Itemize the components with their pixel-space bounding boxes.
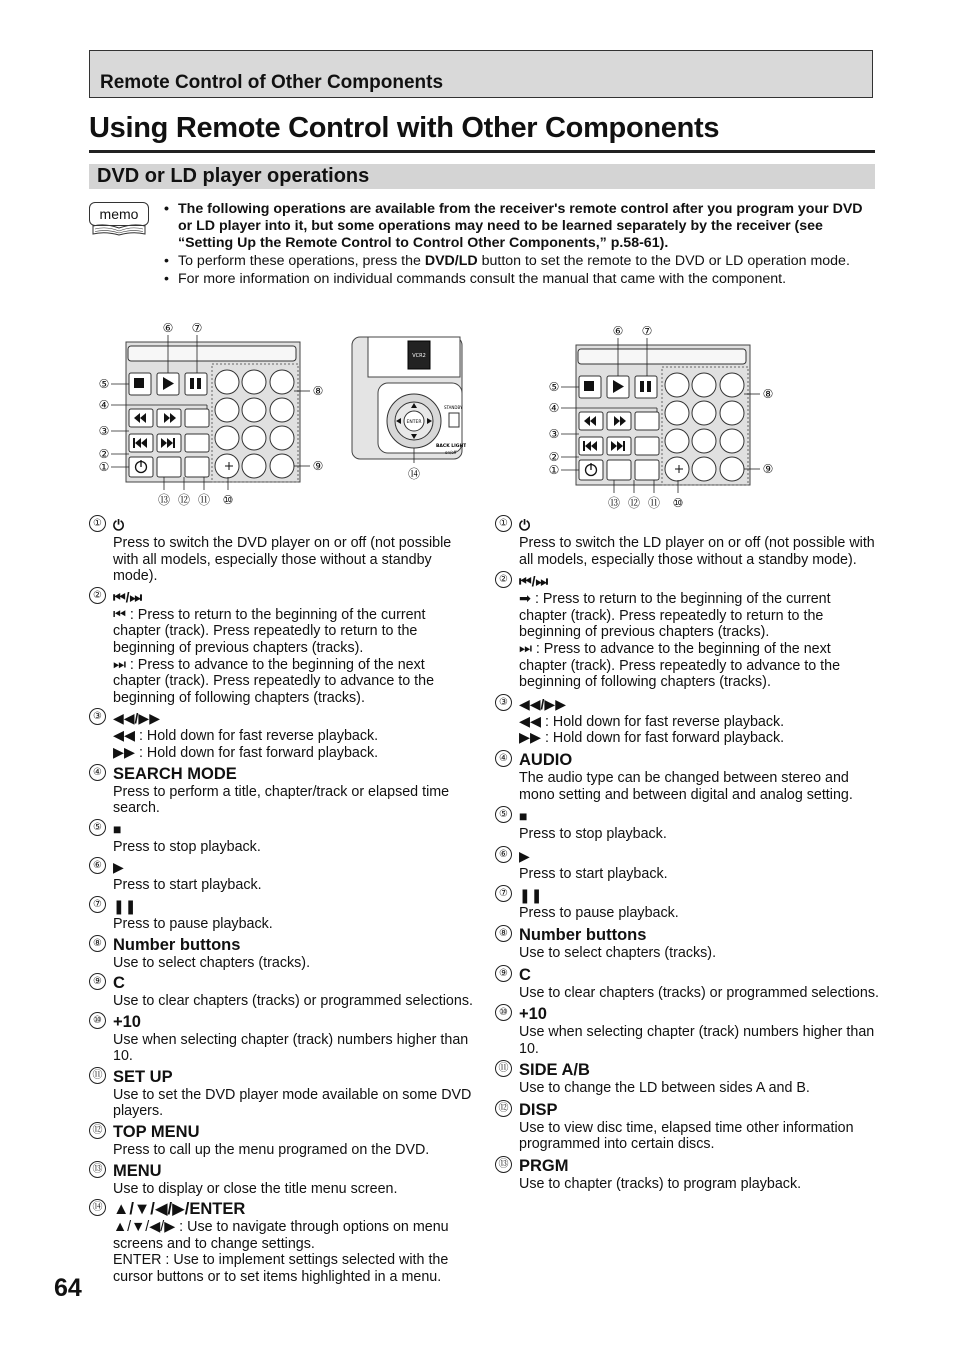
ld-callout-7: ⑦ — [641, 324, 653, 338]
memo-notes — [162, 201, 876, 289]
item-number: ② — [495, 571, 512, 588]
item-description: ◀◀ : Hold down for fast reverse playback. — [519, 713, 785, 730]
item-number: ④ — [495, 750, 512, 767]
backlight-label: BACK LIGHT — [436, 444, 466, 449]
item-number: ⑩ — [89, 1012, 106, 1029]
ld-callout-12: ⑫ — [627, 496, 641, 510]
item-description: Press to start playback. — [519, 865, 668, 882]
cursor-pad-diagram — [350, 335, 466, 485]
item-heading: ▶ — [113, 859, 124, 876]
callout-7: ⑦ — [191, 321, 203, 335]
item-description: The audio type can be changed between stereo and mono setting and between digital and analog setting. — [519, 769, 853, 803]
callout-4: ④ — [98, 398, 110, 412]
item-number: ④ — [89, 764, 106, 781]
section-header-bar — [89, 50, 873, 98]
function-item — [495, 1004, 879, 1057]
item-description: Use to clear chapters (tracks) or programmed selections. — [519, 984, 879, 1001]
item-number: ⑨ — [89, 973, 106, 990]
item-description: ENTER : Use to implement settings selected with the cursor buttons or to set items highlighted in a menu. — [113, 1252, 449, 1286]
function-item — [89, 1199, 474, 1285]
item-number: ③ — [89, 708, 106, 725]
item-description: Use when selecting chapter (track) numbers higher than 10. — [519, 1024, 875, 1057]
item-description: Use to select chapters (tracks). — [519, 944, 717, 961]
function-item — [495, 885, 879, 922]
item-heading: DISP — [519, 1100, 558, 1119]
function-item — [89, 1122, 474, 1159]
item-number: ⑥ — [495, 846, 512, 863]
item-number: ⑥ — [89, 857, 106, 874]
function-item — [89, 973, 474, 1010]
item-heading: AUDIO — [519, 750, 573, 769]
memo-label: memo — [89, 202, 149, 226]
item-number: ⑬ — [89, 1161, 106, 1178]
item-description: Use to select chapters (tracks). — [113, 954, 311, 971]
item-description: Use to chapter (tracks) to program playback. — [519, 1176, 802, 1193]
item-heading: MENU — [113, 1161, 162, 1180]
item-description: Press to perform a title, chapter/track or elapsed time search. — [113, 783, 450, 817]
item-number: ⑫ — [495, 1100, 512, 1117]
subsection-title: DVD or LD player operations — [97, 165, 370, 187]
function-item — [495, 806, 879, 843]
item-description: Use to display or close the title menu screen. — [113, 1180, 398, 1197]
item-number: ⑪ — [495, 1060, 512, 1077]
function-item — [495, 750, 879, 803]
item-description: ⏭ : Press to advance to the beginning of the next chapter (track). Press repeatedly to advance to the beginning of following chapters (tracks). — [519, 640, 841, 691]
note-1: • The following operations are available from the receiver's remote control after you program your DVD or LD player into it, but some operations may need to be learned separately by the receiver (see “Setting Up the Remote Control to Control Other Components,” p.58-61). — [162, 201, 876, 252]
ld-callout-6: ⑥ — [612, 324, 624, 338]
dvd-remote-diagram — [92, 318, 332, 510]
function-item — [495, 1060, 879, 1097]
ld-callout-5: ⑤ — [548, 380, 560, 394]
item-number: ⑦ — [89, 896, 106, 913]
callout-13: ⑬ — [157, 493, 171, 507]
note-2: • To perform these operations, press the DVD/LD button to set the remote to the DVD or LD operation mode. — [162, 253, 876, 270]
title-divider — [89, 150, 875, 153]
item-description: ◀◀ : Hold down for fast reverse playback. — [113, 728, 379, 745]
function-item — [89, 819, 474, 856]
callout-6: ⑥ — [162, 321, 174, 335]
function-item — [495, 571, 879, 691]
item-heading: SIDE A/B — [519, 1061, 590, 1080]
item-number: ⑪ — [89, 1067, 106, 1084]
item-heading: ❚❚ — [113, 897, 137, 914]
function-item — [495, 694, 879, 747]
item-description: Use to set the DVD player mode available on some DVD players. — [113, 1086, 472, 1120]
enter-label: ENTER — [406, 420, 422, 425]
item-heading: Number buttons — [113, 935, 241, 954]
item-heading: ❚❚ — [519, 887, 543, 904]
note-3: • For more information on individual commands consult the manual that came with the component. — [162, 271, 876, 288]
callout-2: ② — [98, 447, 110, 461]
item-heading: +10 — [113, 1012, 141, 1031]
ld-callout-1: ① — [548, 463, 560, 477]
onoff-label: on/off — [445, 450, 457, 455]
vcr2-label: VCR2 — [412, 353, 426, 359]
item-heading: ⏮/⏭ — [519, 573, 549, 590]
item-description: Use to clear chapters (tracks) or programmed selections. — [113, 993, 473, 1010]
item-heading: C — [519, 965, 531, 984]
callout-10: ⑩ — [222, 493, 234, 507]
item-description: Press to stop playback. — [113, 838, 261, 855]
item-heading: ◀◀/▶▶ — [519, 695, 566, 712]
subsection-bar — [89, 164, 875, 189]
function-item — [89, 515, 474, 585]
ld-callout-3: ③ — [548, 427, 560, 441]
item-description: Press to start playback. — [113, 877, 262, 894]
ld-remote-diagram — [542, 321, 782, 513]
item-description: Use to view disc time, elapsed time other information programmed into certain discs. — [519, 1119, 854, 1153]
callout-12: ⑫ — [177, 493, 191, 507]
function-item — [495, 1156, 879, 1193]
callout-1: ① — [98, 460, 110, 474]
item-heading: TOP MENU — [113, 1123, 200, 1142]
item-number: ① — [495, 515, 512, 532]
ld-callout-10: ⑩ — [672, 496, 684, 510]
item-heading: ■ — [113, 820, 122, 837]
function-item — [495, 1100, 879, 1153]
function-item — [89, 1012, 474, 1065]
ld-callout-2: ② — [548, 450, 560, 464]
item-heading: +10 — [519, 1005, 547, 1024]
item-description: Press to call up the menu programed on the DVD. — [113, 1142, 430, 1159]
function-item — [89, 1067, 474, 1120]
item-number: ⑤ — [495, 806, 512, 823]
ld-function-list — [495, 515, 879, 1196]
ld-callout-13: ⑬ — [607, 496, 621, 510]
item-number: ⑤ — [89, 819, 106, 836]
item-description: ▶▶ : Hold down for fast forward playback. — [519, 730, 785, 747]
item-number: ⑨ — [495, 965, 512, 982]
item-number: ② — [89, 587, 106, 604]
function-item — [89, 896, 474, 933]
page-number: 64 — [54, 1274, 82, 1302]
callout-8: ⑧ — [312, 384, 324, 398]
dvd-function-list — [89, 515, 474, 1288]
item-description: Press to stop playback. — [519, 826, 667, 843]
book-icon — [91, 224, 147, 236]
function-item — [495, 846, 879, 883]
ld-callout-4: ④ — [548, 401, 560, 415]
function-item — [89, 1161, 474, 1198]
standby-label: STANDBY — [444, 405, 463, 410]
callout-14: ⑭ — [407, 467, 421, 481]
item-description: Press to switch the LD player on or off (not possible with all models, especially those without a standby mode). — [519, 535, 875, 568]
item-heading: SEARCH MODE — [113, 764, 237, 783]
item-heading: SET UP — [113, 1067, 173, 1086]
item-heading: Number buttons — [519, 925, 647, 944]
item-heading: ⏻ — [113, 517, 125, 533]
function-item — [89, 587, 474, 707]
function-item — [89, 857, 474, 894]
function-item — [495, 965, 879, 1002]
function-item — [89, 764, 474, 817]
item-heading: ⏻ — [519, 517, 531, 533]
item-description: Press to switch the DVD player on or off (not possible with all models, especially those without a standby mode). — [113, 535, 452, 585]
item-heading: ▲/▼/◀/▶/ENTER — [113, 1200, 246, 1219]
memo-icon — [89, 202, 149, 238]
item-number: ③ — [495, 694, 512, 711]
item-description: Press to pause playback. — [519, 905, 679, 922]
section-title: Remote Control of Other Components — [100, 72, 444, 93]
item-description: ▶▶ : Hold down for fast forward playback. — [113, 744, 379, 761]
item-heading: C — [113, 974, 125, 993]
function-item — [89, 935, 474, 972]
item-number: ⑬ — [495, 1156, 512, 1173]
item-number: ① — [89, 515, 106, 532]
callout-11: ⑪ — [197, 493, 211, 507]
item-number: ⑦ — [495, 885, 512, 902]
item-number: ⑧ — [89, 935, 106, 952]
item-number: ⑧ — [495, 925, 512, 942]
item-heading: PRGM — [519, 1157, 569, 1176]
item-description: ⏭ : Press to advance to the beginning of the next chapter (track). Press repeatedly to advance to the beginning of following chapters (tracks). — [113, 656, 435, 706]
callout-3: ③ — [98, 424, 110, 438]
function-item — [495, 515, 879, 568]
item-heading: ■ — [519, 808, 528, 825]
callout-9: ⑨ — [312, 459, 324, 473]
item-number: ⑭ — [89, 1199, 106, 1216]
function-item — [495, 925, 879, 962]
item-heading: ⏮/⏭ — [113, 588, 143, 605]
item-description: Use when selecting chapter (track) numbers higher than 10. — [113, 1031, 469, 1065]
item-heading: ◀◀/▶▶ — [113, 710, 160, 727]
function-item — [89, 708, 474, 761]
item-description: ▲/▼/◀/▶ : Use to navigate through options on menu screens and to change settings. — [113, 1219, 449, 1252]
ld-callout-8: ⑧ — [762, 387, 774, 401]
item-number: ⑩ — [495, 1004, 512, 1021]
item-description: Use to change the LD between sides A and B. — [519, 1080, 810, 1097]
ld-callout-9: ⑨ — [762, 462, 774, 476]
item-description: ⏮ : Press to return to the beginning of the current chapter (track). Press repeatedly to return to the beginning of previous chapters (tracks). — [113, 606, 426, 656]
item-heading: ▶ — [519, 847, 530, 864]
page-title: Using Remote Control with Other Components — [89, 112, 720, 144]
item-description: ➡ : Press to return to the beginning of the current chapter (track). Press repeatedly to return to the beginning of previous chapters (tracks). — [519, 591, 831, 641]
ld-callout-11: ⑪ — [647, 496, 661, 510]
item-number: ⑫ — [89, 1122, 106, 1139]
callout-5: ⑤ — [98, 377, 110, 391]
item-description: Press to pause playback. — [113, 915, 273, 932]
